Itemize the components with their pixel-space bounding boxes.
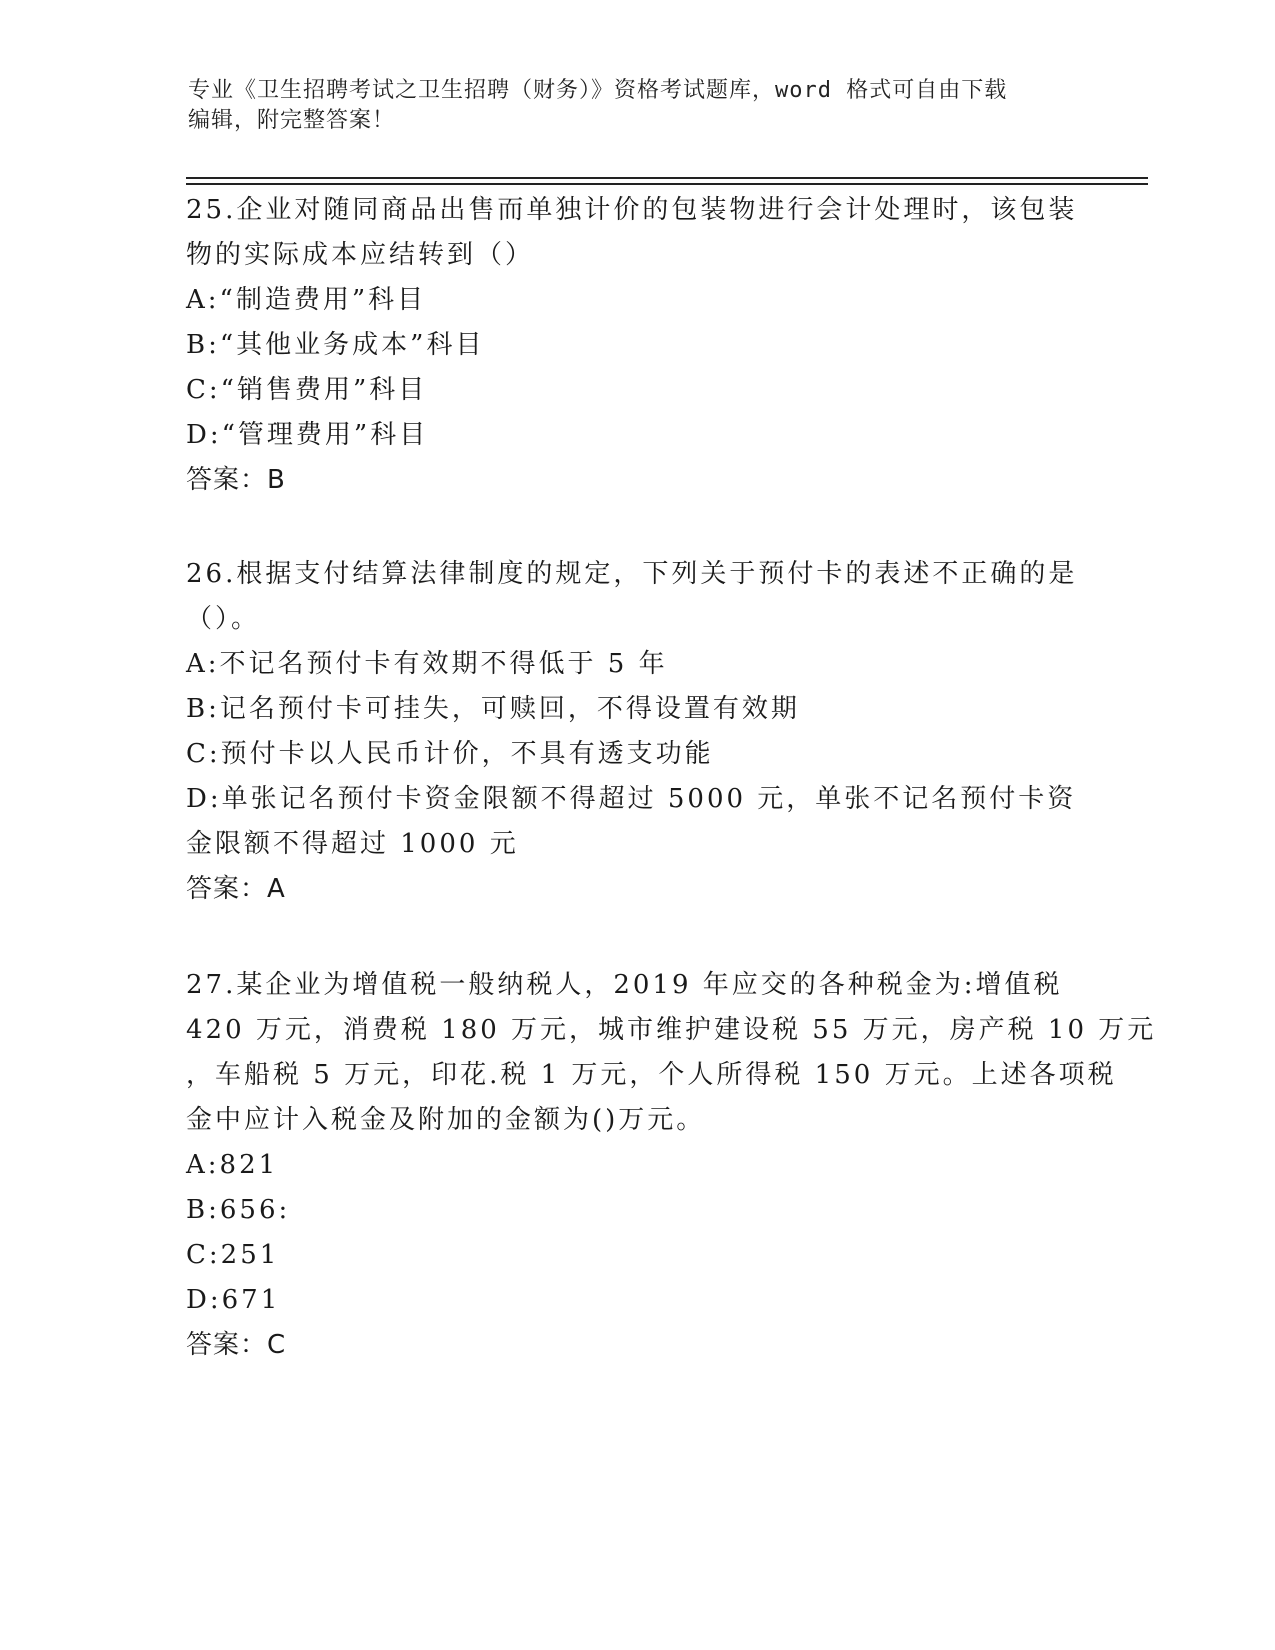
option-d-continued: 金限额不得超过 1000 元 [186,829,519,859]
question-stem-line: 420 万元，消费税 180 万元，城市维护建设税 55 万元，房产税 10 万元 [186,1015,1157,1045]
answer-line: 答案：B [186,465,286,495]
option-a: A:“制造费用”科目 [186,285,427,315]
question-stem-line: 25.企业对随同商品出售而单独计价的包装物进行会计处理时，该包装 [186,195,1078,225]
option-c: C:251 [186,1240,280,1270]
option-b: B:记名预付卡可挂失，可赎回，不得设置有效期 [186,694,800,724]
answer-line: 答案：C [186,1330,287,1360]
option-b: B:“其他业务成本”科目 [186,330,485,360]
question-stem-line: （）。 [186,604,261,634]
header-line-1: 专业《卫生招聘考试之卫生招聘（财务）》资格考试题库，word 格式可自由下载 [188,78,1008,103]
question-stem-line: ，车船税 5 万元，印花.税 1 万元，个人所得税 150 万元。上述各项税 [186,1060,1117,1090]
header-divider-top [186,177,1148,179]
option-c: C:预付卡以人民币计价，不具有透支功能 [186,739,714,769]
header-line-2: 编辑，附完整答案！ [188,108,396,133]
question-25 [186,188,1086,503]
option-d: D:671 [186,1285,281,1315]
question-stem-line: 金中应计入税金及附加的金额为()万元。 [186,1105,706,1135]
option-d: D:单张记名预付卡资金限额不得超过 5000 元，单张不记名预付卡资 [186,784,1077,814]
option-c: C:“销售费用”科目 [186,375,428,405]
question-stem-line: 物的实际成本应结转到（） [186,240,535,270]
question-stem-line: 26.根据支付结算法律制度的规定，下列关于预付卡的表述不正确的是 [186,559,1078,589]
document-header [188,76,1088,136]
header-divider-bottom [186,183,1148,185]
question-stem-line: 27.某企业为增值税一般纳税人，2019 年应交的各种税金为:增值税 [186,970,1063,1000]
answer-line: 答案：A [186,874,286,904]
option-a: A:821 [186,1150,279,1180]
option-b: B:656: [186,1195,291,1225]
question-27 [186,963,1157,1368]
option-d: D:“管理费用”科目 [186,420,429,450]
question-26 [186,552,1086,912]
option-a: A:不记名预付卡有效期不得低于 5 年 [186,649,668,679]
